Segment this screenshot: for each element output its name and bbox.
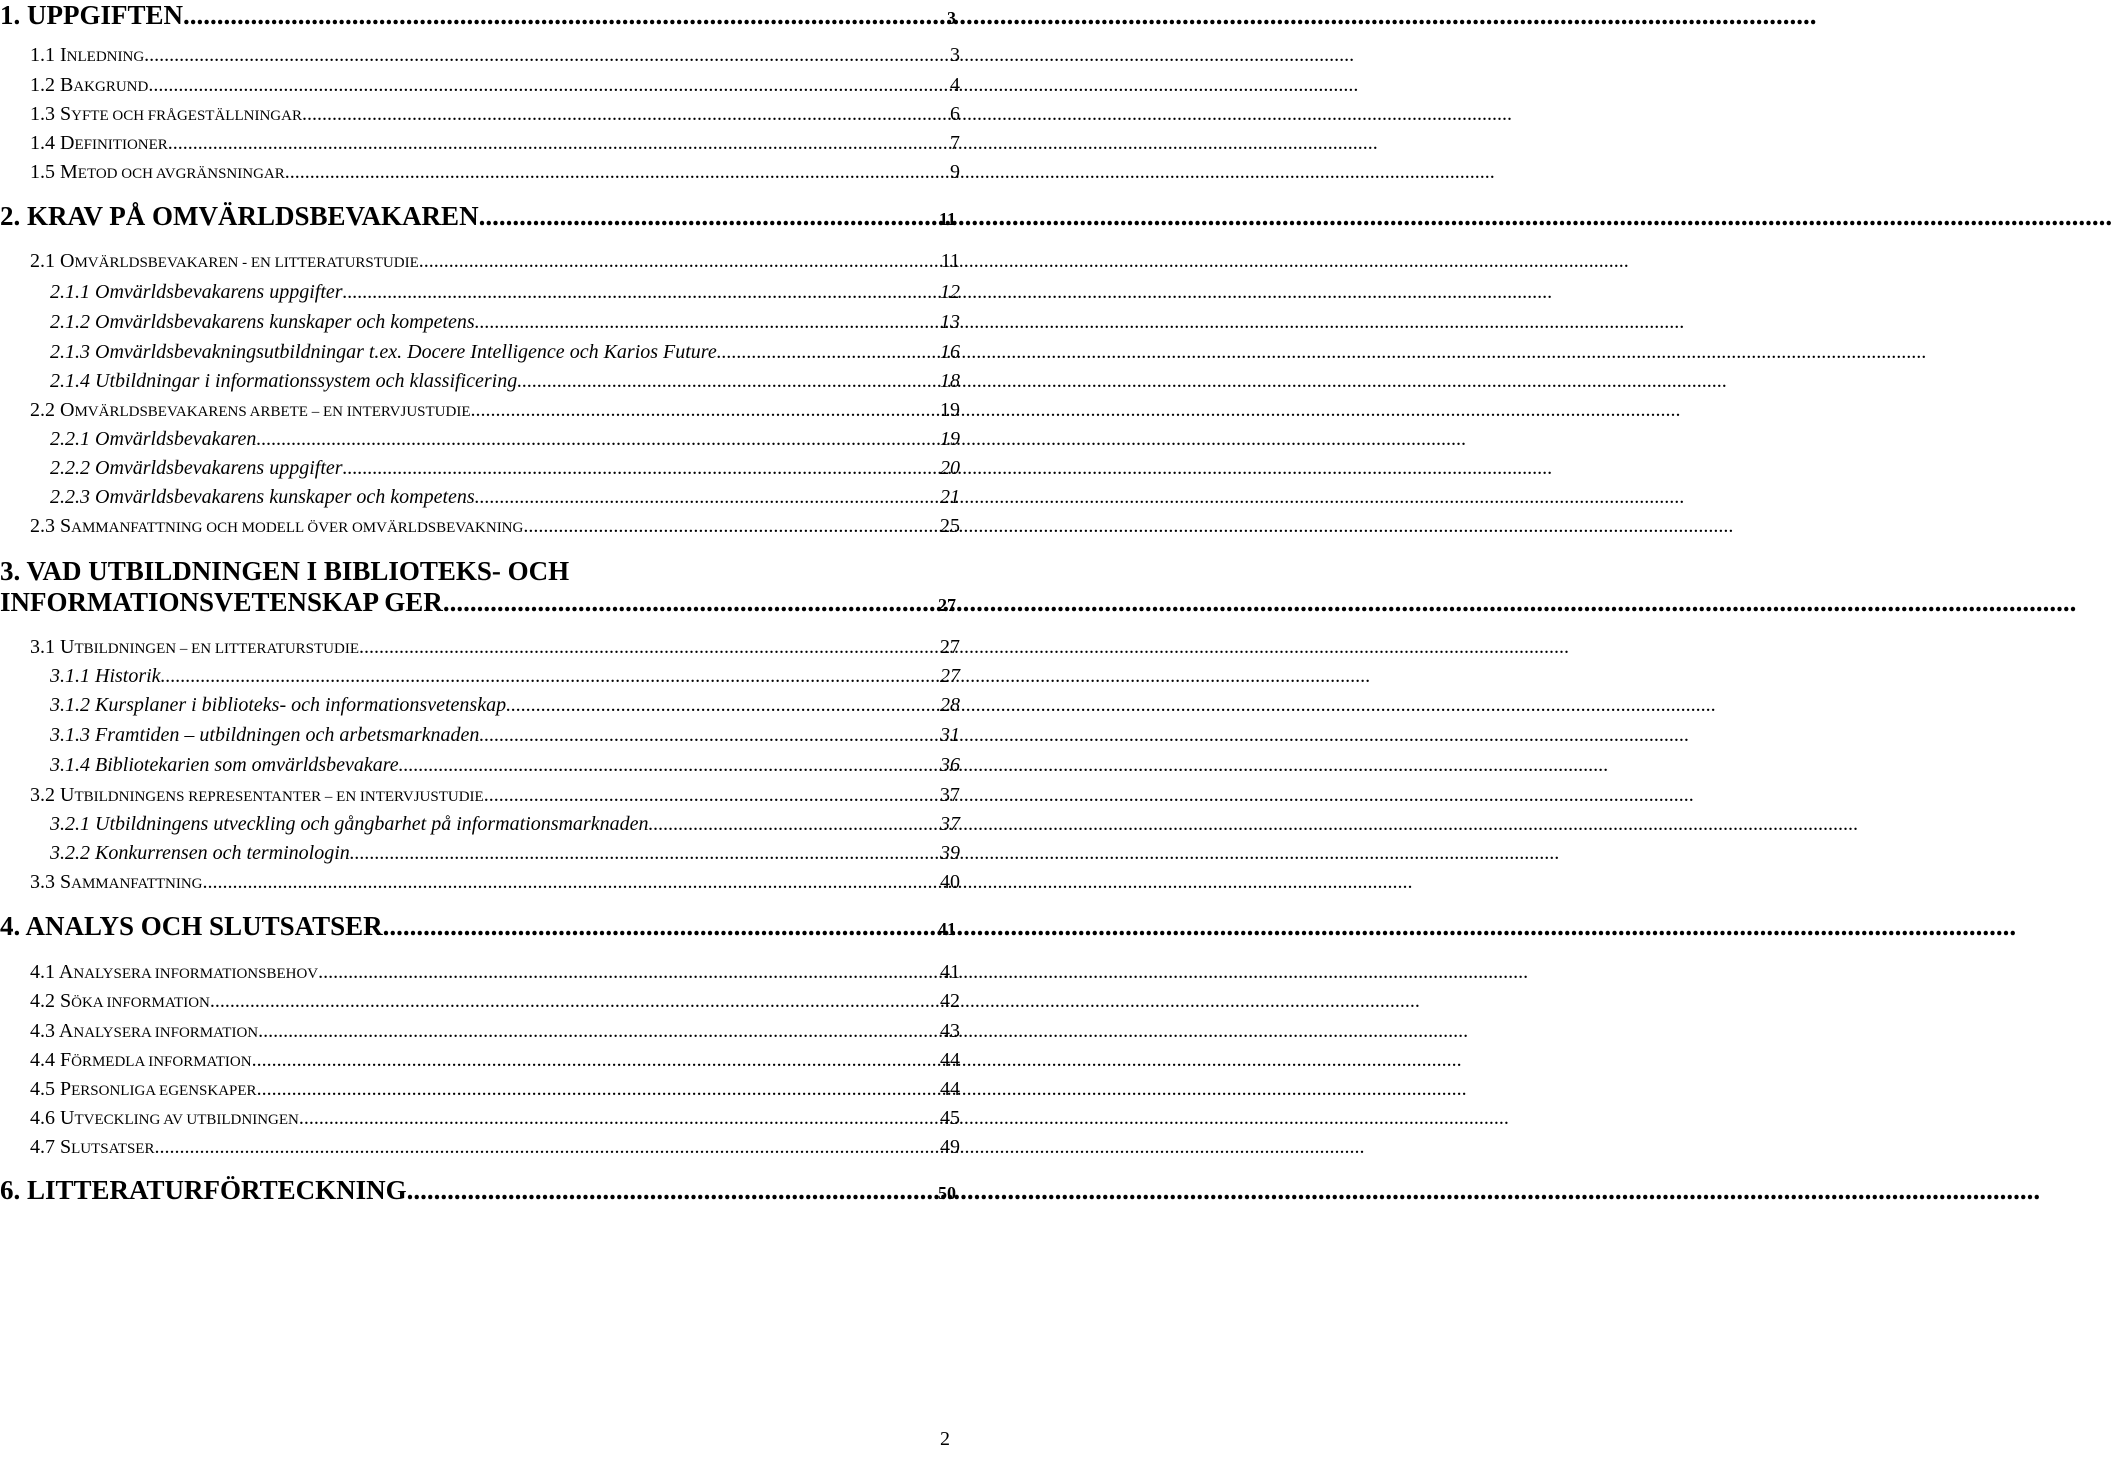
toc-entry-page: 41 [938, 919, 956, 939]
toc-entry-3-1-3[interactable] [50, 724, 960, 747]
toc-entry-title: 1.2 BAKGRUND [30, 74, 149, 96]
toc-entry-page: 27 [938, 595, 956, 615]
dot-leader [399, 754, 938, 777]
toc-entry-page: 3 [950, 44, 960, 66]
dot-leader [407, 1175, 936, 1206]
dot-leader [350, 842, 938, 865]
toc-entry-title: 3.2.1 Utbildningens utveckling och gångbarhet på informationsmarknaden [50, 813, 649, 835]
toc-entry-page: 25 [940, 515, 960, 537]
toc-entry-title: 3.1.1 Historik [50, 665, 161, 687]
toc-entry-title: 3.2.2 Konkurrensen och terminologin [50, 842, 350, 864]
dot-leader [302, 103, 948, 126]
dot-leader [343, 281, 938, 304]
toc-entry-title: 2.1.2 Omvärldsbevakarens kunskaper och kompetens [50, 311, 475, 333]
toc-entry-1-2[interactable] [30, 74, 960, 97]
dot-leader [183, 0, 945, 31]
dot-leader [285, 161, 948, 184]
toc-entry-title: 1.3 SYFTE OCH FRÅGESTÄLLNINGAR [30, 103, 302, 125]
toc-entry-title: 3.3 SAMMANFATTNING [30, 871, 203, 893]
toc-entry-page: 31 [940, 724, 960, 746]
toc-entry-3-2[interactable] [30, 784, 960, 807]
toc-entry-page: 50 [938, 1183, 956, 1203]
dot-leader [257, 1078, 938, 1101]
toc-entry-chapter-6[interactable] [0, 1175, 956, 1206]
dot-leader [359, 636, 938, 659]
toc-entry-title: 1.4 DEFINITIONER [30, 132, 168, 154]
toc-entry-title: 4.1 ANALYSERA INFORMATIONSBEHOV [30, 961, 319, 983]
toc-entry-title: 2.2.2 Omvärldsbevakarens uppgifter [50, 457, 343, 479]
toc-entry-title: 1. UPPGIFTEN [0, 0, 184, 30]
toc-entry-page: 4 [950, 74, 960, 96]
dot-leader [210, 990, 938, 1013]
toc-entry-title: 4.6 UTVECKLING AV UTBILDNINGEN [30, 1107, 299, 1129]
toc-entry-page: 9 [950, 161, 960, 183]
toc-entry-2-2[interactable] [30, 399, 960, 422]
toc-entry-page: 37 [940, 813, 960, 835]
dot-leader [475, 311, 938, 334]
dot-leader [161, 665, 938, 688]
dot-leader [168, 132, 948, 155]
toc-entry-title: 4.4 FÖRMEDLA INFORMATION [30, 1049, 252, 1071]
toc-entry-title: 3.1.4 Bibliotekarien som omvärldsbevakare [50, 754, 399, 776]
page-number: 2 [940, 1428, 950, 1450]
toc-entry-page: 44 [940, 1078, 960, 1100]
toc-entry-page: 19 [940, 428, 960, 450]
toc-entry-title: 4.5 PERSONLIGA EGENSKAPER [30, 1078, 257, 1100]
toc-entry-page: 27 [940, 636, 960, 658]
toc-entry-title: 6. LITTERATURFÖRTECKNING [0, 1175, 407, 1205]
dot-leader [252, 1049, 938, 1072]
toc-entry-page: 27 [940, 665, 960, 687]
dot-leader [343, 457, 938, 480]
toc-entry-title: 4.3 ANALYSERA INFORMATION [30, 1020, 259, 1042]
toc-entry-page: 3 [947, 8, 956, 28]
toc-entry-title: 2.1.3 Omvärldsbevakningsutbildningar t.ex. Docere Intelligence och Karios Future [50, 341, 717, 363]
dot-leader [299, 1107, 938, 1130]
dot-leader [471, 399, 939, 422]
toc-entry-page: 41 [940, 961, 960, 983]
toc-entry-1-5[interactable] [30, 161, 960, 184]
dot-leader [383, 911, 936, 942]
toc-entry-chapter-3-line1: 3. VAD UTBILDNINGEN I BIBLIOTEKS- OCH [0, 556, 570, 586]
dot-leader [517, 370, 938, 393]
dot-leader [479, 724, 938, 747]
dot-leader [203, 871, 938, 894]
toc-entry-2-1-2[interactable] [50, 311, 960, 334]
toc-entry-2-2-2[interactable] [50, 457, 960, 480]
dot-leader [475, 486, 938, 509]
toc-entry-4-1[interactable] [30, 961, 960, 984]
toc-entry-4-6[interactable] [30, 1107, 960, 1130]
dot-leader [148, 74, 948, 97]
toc-entry-title: 3.1.3 Framtiden – utbildningen och arbetsmarknaden [50, 724, 480, 746]
toc-entry-4-3[interactable] [30, 1020, 960, 1043]
toc-entry-page: 6 [950, 103, 960, 125]
toc-entry-chapter-4[interactable] [0, 911, 956, 942]
toc-entry-page: 18 [940, 370, 960, 392]
toc-entry-page: 21 [940, 486, 960, 508]
toc-entry-title: 2.2 OMVÄRLDSBEVAKARENS ARBETE – EN INTERVJUSTUDIE [30, 399, 471, 421]
toc-entry-page: 44 [940, 1049, 960, 1071]
toc-entry-1-1[interactable] [30, 44, 960, 67]
toc-entry-2-2-1[interactable] [50, 428, 960, 451]
toc-entry-page: 43 [940, 1020, 960, 1042]
toc-entry-page: 28 [940, 694, 960, 716]
toc-entry-2-3[interactable] [30, 515, 960, 538]
toc-entry-page: 7 [950, 132, 960, 154]
toc-entry-page: 49 [940, 1136, 960, 1158]
toc-entry-page: 19 [940, 399, 960, 421]
toc-entry-title: 2. KRAV PÅ OMVÄRLDSBEVAKAREN [0, 201, 479, 231]
toc-entry-2-1-4[interactable] [50, 370, 960, 393]
toc-entry-title: 3.1 UTBILDNINGEN – EN LITTERATURSTUDIE [30, 636, 359, 658]
toc-entry-page: 45 [940, 1107, 960, 1129]
toc-entry-title: 1.5 METOD OCH AVGRÄNSNINGAR [30, 161, 285, 183]
toc-entry-2-2-3[interactable] [50, 486, 960, 509]
toc-entry-title: 4.7 SLUTSATSER [30, 1136, 155, 1158]
toc-entry-page: 16 [940, 341, 960, 363]
toc-entry-page: 20 [940, 457, 960, 479]
toc-entry-chapter-1[interactable] [0, 0, 956, 31]
toc-entry-page: 13 [940, 311, 960, 333]
toc-entry-1-3[interactable] [30, 103, 960, 126]
toc-entry-chapter-2[interactable] [0, 201, 956, 232]
toc-entry-title: 2.1.1 Omvärldsbevakarens uppgifter [50, 281, 343, 303]
toc-entry-title: 3.2 UTBILDNINGENS REPRESENTANTER – EN INTERVJUSTUDIE [30, 784, 484, 806]
toc-entry-page: 11 [940, 250, 960, 272]
dot-leader [318, 961, 938, 984]
toc-entry-page: 39 [940, 842, 960, 864]
toc-entry-page: 42 [940, 990, 960, 1012]
dot-leader [484, 784, 938, 807]
toc-entry-page: 37 [940, 784, 960, 806]
toc-entry-4-2[interactable] [30, 990, 960, 1013]
dot-leader [479, 201, 937, 232]
toc-entry-page: 11 [938, 209, 956, 229]
dot-leader [523, 515, 938, 538]
toc-entry-title: 2.1.4 Utbildningar i informationssystem och klassificering [50, 370, 518, 392]
dot-leader [419, 250, 939, 273]
toc-entry-1-4[interactable] [30, 132, 960, 155]
toc-entry-page: 36 [940, 754, 960, 776]
toc-entry-2-1-1[interactable] [50, 281, 960, 304]
toc-entry-title: 2.3 SAMMANFATTNING OCH MODELL ÖVER OMVÄRLDSBEVAKNING [30, 515, 524, 537]
toc-entry-title: 2.1 OMVÄRLDSBEVAKAREN - EN LITTERATURSTUDIE [30, 250, 419, 272]
toc-entry-title: INFORMATIONSVETENSKAP GER [0, 587, 443, 617]
toc-entry-3-3[interactable] [30, 871, 960, 894]
dot-leader [506, 694, 938, 717]
toc-entry-4-7[interactable] [30, 1136, 960, 1159]
toc-entry-title: 4. ANALYS OCH SLUTSATSER [0, 911, 383, 941]
toc-entry-3-1[interactable] [30, 636, 960, 659]
toc-entry-2-1-3[interactable] [50, 341, 960, 364]
toc-entry-title: 1.1 INLEDNING [30, 44, 145, 66]
dot-leader [144, 44, 948, 67]
dot-leader [648, 813, 938, 836]
toc-entry-title: 2.2.3 Omvärldsbevakarens kunskaper och kompetens [50, 486, 475, 508]
dot-leader [717, 341, 938, 364]
dot-leader [256, 428, 938, 451]
toc-entry-2-1[interactable] [30, 250, 960, 273]
toc-entry-3-1-4[interactable] [50, 754, 960, 777]
toc-entry-3-2-1[interactable] [50, 813, 960, 836]
dot-leader [154, 1136, 938, 1159]
toc-entry-title: 4.2 SÖKA INFORMATION [30, 990, 210, 1012]
toc-entry-title: 3.1.2 Kursplaner i biblioteks- och informationsvetenskap [50, 694, 507, 716]
toc-entry-title: 2.2.1 Omvärldsbevakaren [50, 428, 257, 450]
toc-entry-3-2-2[interactable] [50, 842, 960, 865]
toc-entry-3-1-2[interactable] [50, 694, 960, 717]
toc-entry-page: 12 [940, 281, 960, 303]
toc-entry-3-1-1[interactable] [50, 665, 960, 688]
dot-leader [443, 587, 936, 618]
toc-entry-page: 40 [940, 871, 960, 893]
toc-entry-4-4[interactable] [30, 1049, 960, 1072]
dot-leader [258, 1020, 938, 1043]
toc-entry-4-5[interactable] [30, 1078, 960, 1101]
toc-entry-chapter-3[interactable] [0, 587, 956, 618]
